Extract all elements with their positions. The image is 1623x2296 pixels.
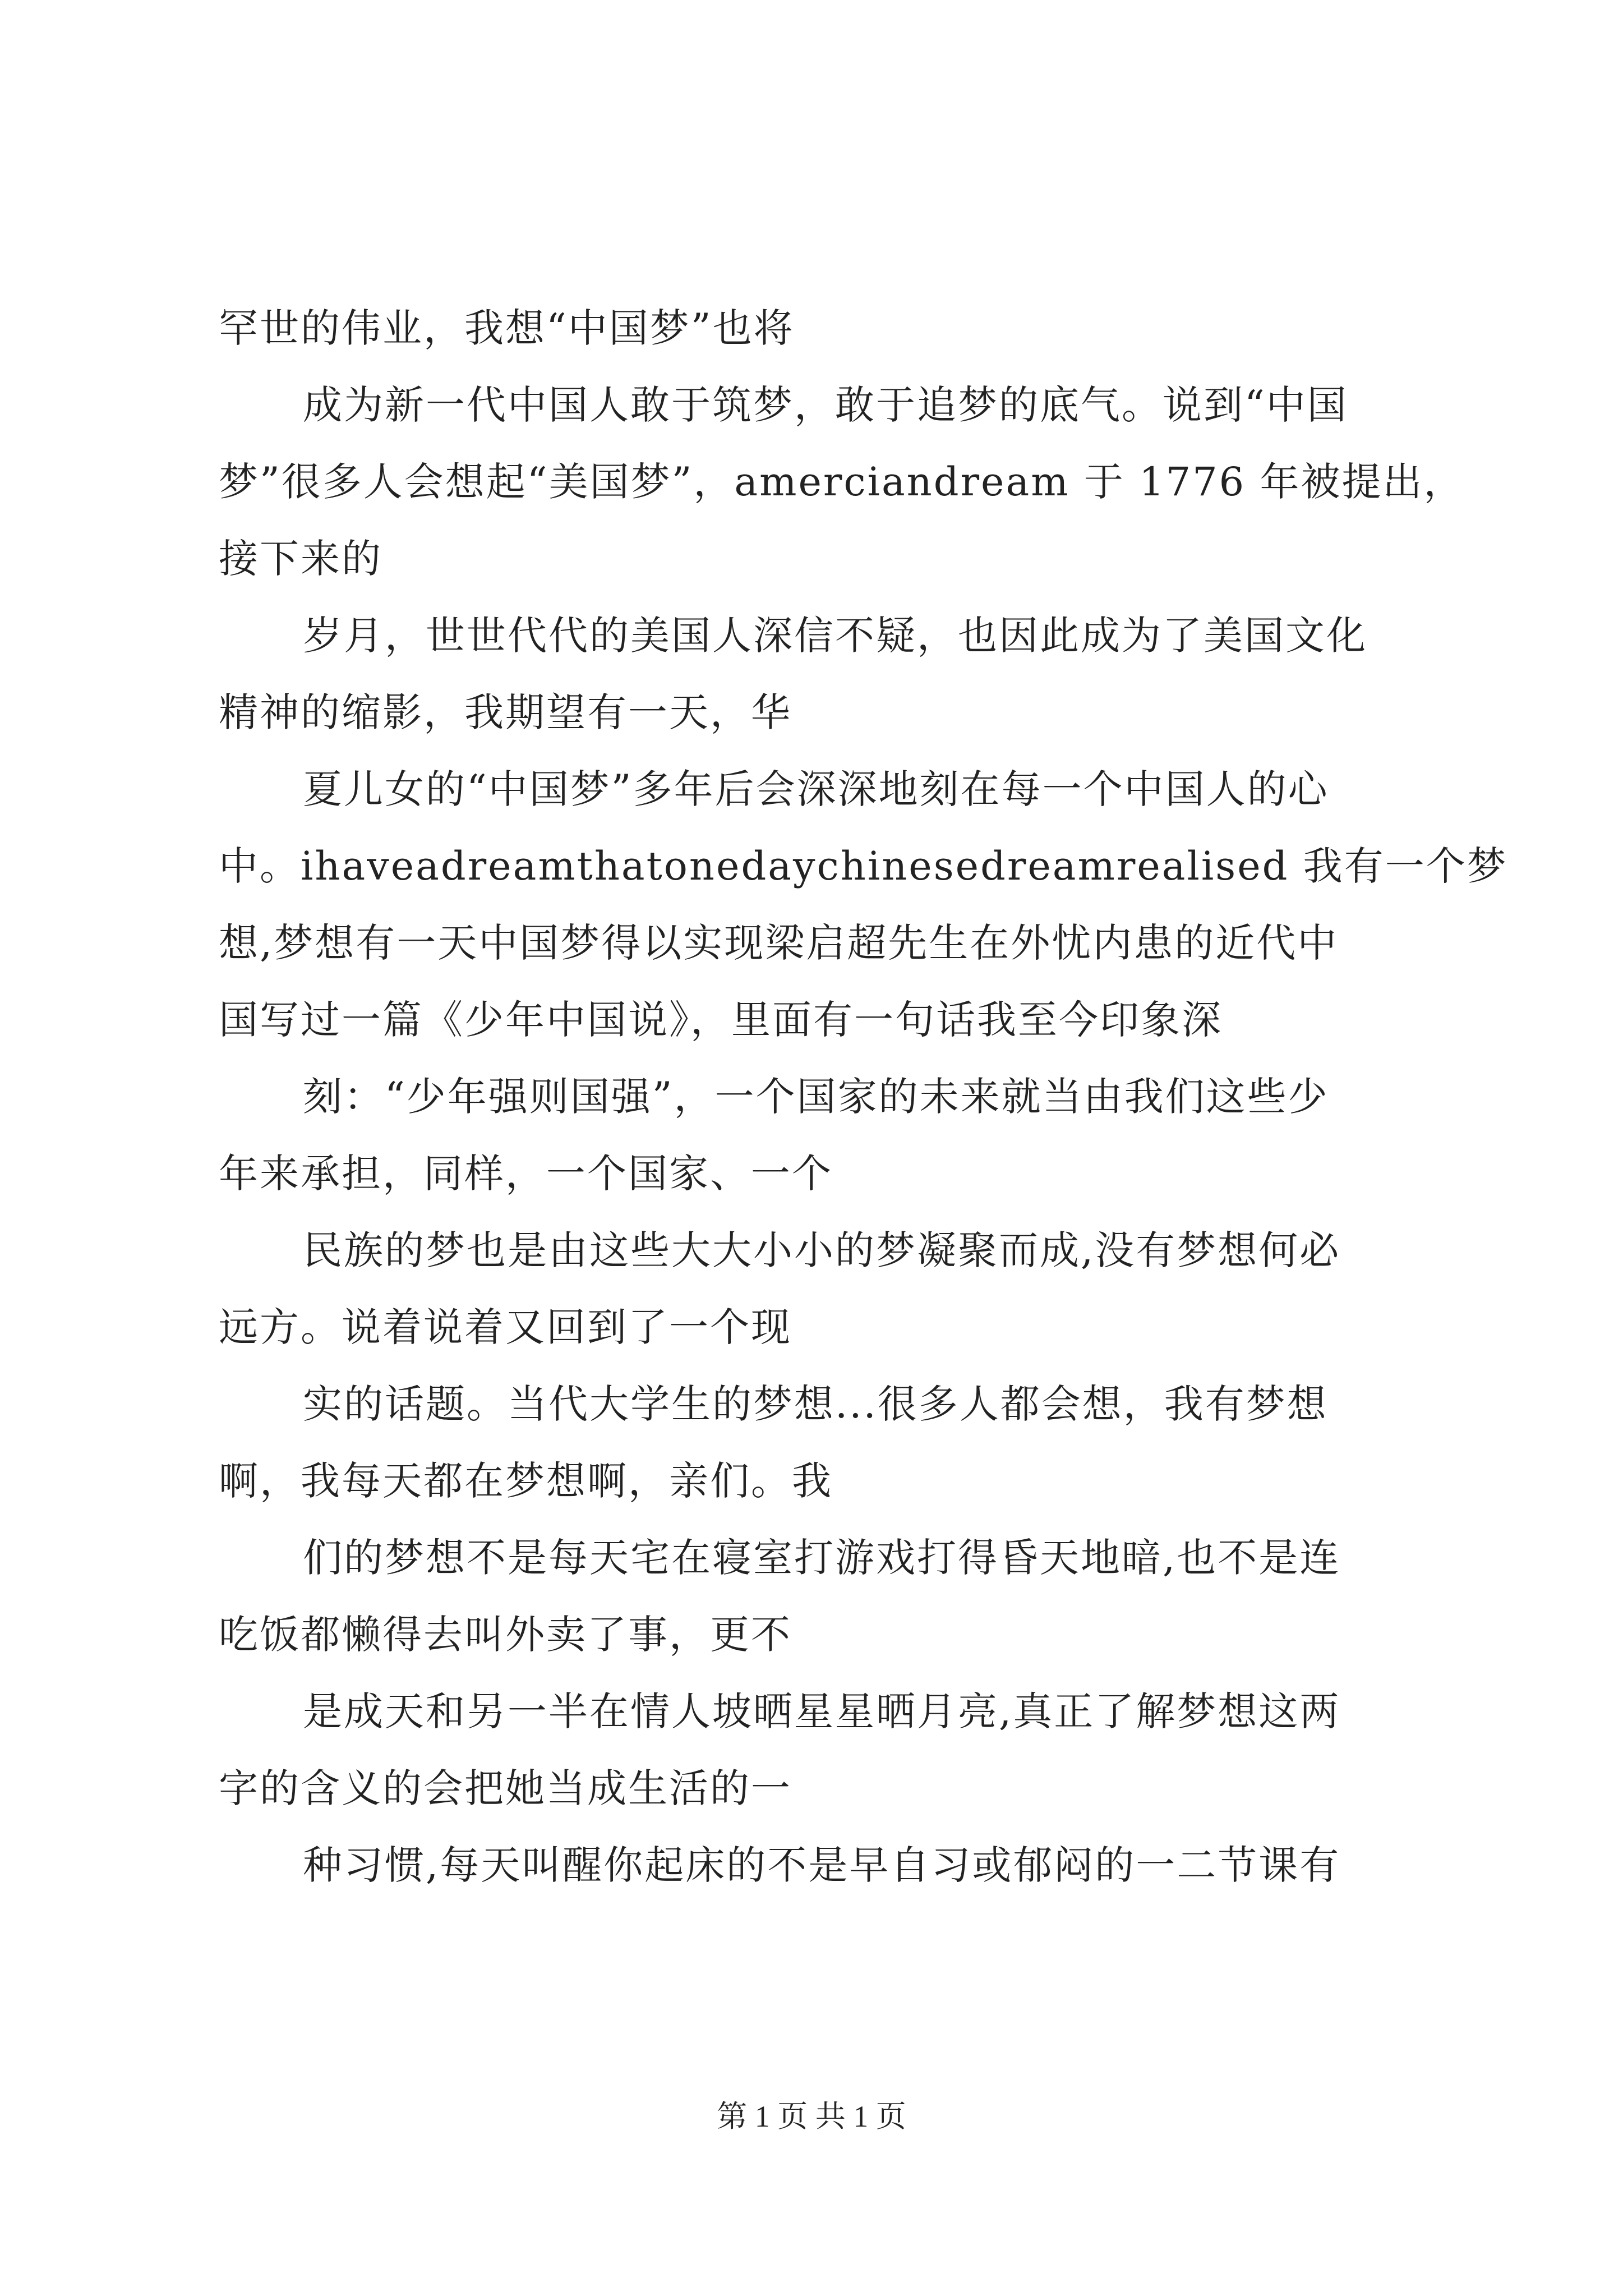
document-body [219,303,1508,1917]
text-line: 接下来的 [219,536,382,582]
text-line: 中。ihaveadreamthatonedaychinesedreamrealised 我有一个梦 [219,843,1508,889]
text-line: 实的话题。当代大学生的梦想...很多人都会想，我有梦想 [303,1381,1328,1427]
text-line: 想,梦想有一天中国梦得以实现梁启超先生在外忧内患的近代中 [219,920,1339,966]
text-line: 成为新一代中国人敢于筑梦，敢于追梦的底气。说到“中国 [303,382,1348,428]
text-line: 民族的梦也是由这些大大小小的梦凝聚而成,没有梦想何必 [303,1227,1341,1273]
text-line: 梦”很多人会想起“美国梦”，amerciandream 于 1776 年被提出， [219,459,1465,505]
text-line: 罕世的伟业，我想“中国梦”也将 [219,305,795,351]
text-line: 精神的缩影，我期望有一天，华 [219,689,792,735]
text-line: 们的梦想不是每天宅在寝室打游戏打得昏天地暗,也不是连 [303,1535,1341,1581]
text-line: 是成天和另一半在情人坡晒星星晒月亮,真正了解梦想这两 [303,1688,1341,1734]
page-number-footer: 第 1 页 共 1 页 [717,2100,906,2133]
text-line: 字的含义的会把她当成生活的一 [219,1765,792,1811]
text-line: 种习惯,每天叫醒你起床的不是早自习或郁闷的一二节课有 [303,1842,1341,1888]
text-line: 啊，我每天都在梦想啊，亲们。我 [219,1458,833,1504]
text-line: 夏儿女的“中国梦”多年后会深深地刻在每一个中国人的心 [303,766,1329,812]
text-line: 国写过一篇《少年中国说》，里面有一句话我至今印象深 [219,997,1223,1043]
text-line: 岁月，世世代代的美国人深信不疑，也因此成为了美国文化 [303,613,1367,659]
text-line: 年来承担，同样，一个国家、一个 [219,1151,833,1197]
text-line: 远方。说着说着又回到了一个现 [219,1304,792,1350]
text-line: 吃饭都懒得去叫外卖了事，更不 [219,1612,792,1658]
text-line: 刻：“少年强则国强”，一个国家的未来就当由我们这些少 [303,1074,1329,1120]
